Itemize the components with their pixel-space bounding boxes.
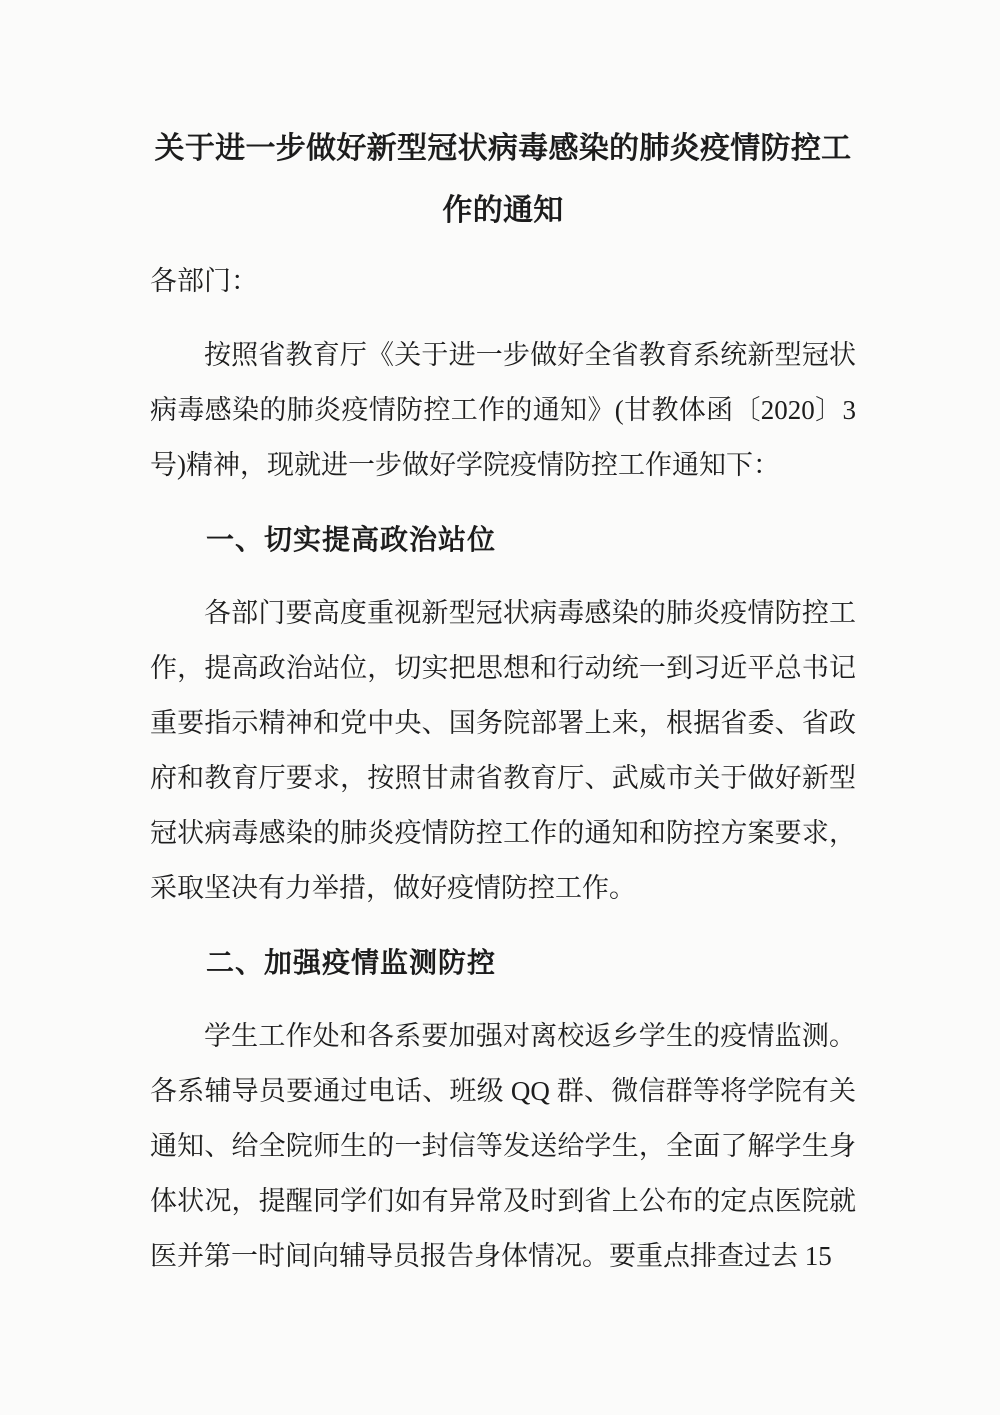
- section-2-heading: 二、加强疫情监测防控: [206, 947, 497, 978]
- intro-paragraph: 按照省教育厅《关于进一步做好全省教育系统新型冠状病毒感染的肺炎疫情防控工作的通知》(甘教体函〔2020〕3号)精神，现就进一步做好学院疫情防控工作通知下：: [150, 340, 856, 480]
- section-1-heading: 一、切实提高政治站位: [206, 524, 497, 555]
- section-2-paragraph: 学生工作处和各系要加强对离校返乡学生的疫情监测。各系辅导员要通过电话、班级 QQ 群、微信群等将学院有关通知、给全院师生的一封信等发送给学生，全面了解学生身体状况，提醒同学们如有异常及时到省上公布的定点医院就医并第一时间向辅导员报告身体情况。要重点排查过去 15: [150, 1021, 856, 1271]
- section-1-paragraph: 各部门要高度重视新型冠状病毒感染的肺炎疫情防控工作，提高政治站位，切实把思想和行动统一到习近平总书记重要指示精神和党中央、国务院部署上来，根据省委、省政府和教育厅要求，按照甘肃省教育厅、武威市关于做好新型冠状病毒感染的肺炎疫情防控工作的通知和防控方案要求，采取坚决有力举措，做好疫情防控工作。: [150, 598, 856, 903]
- document-title: 关于进一步做好新型冠状病毒感染的肺炎疫情防控工作的通知: [154, 132, 852, 227]
- salutation-line: 各部门：: [150, 266, 258, 296]
